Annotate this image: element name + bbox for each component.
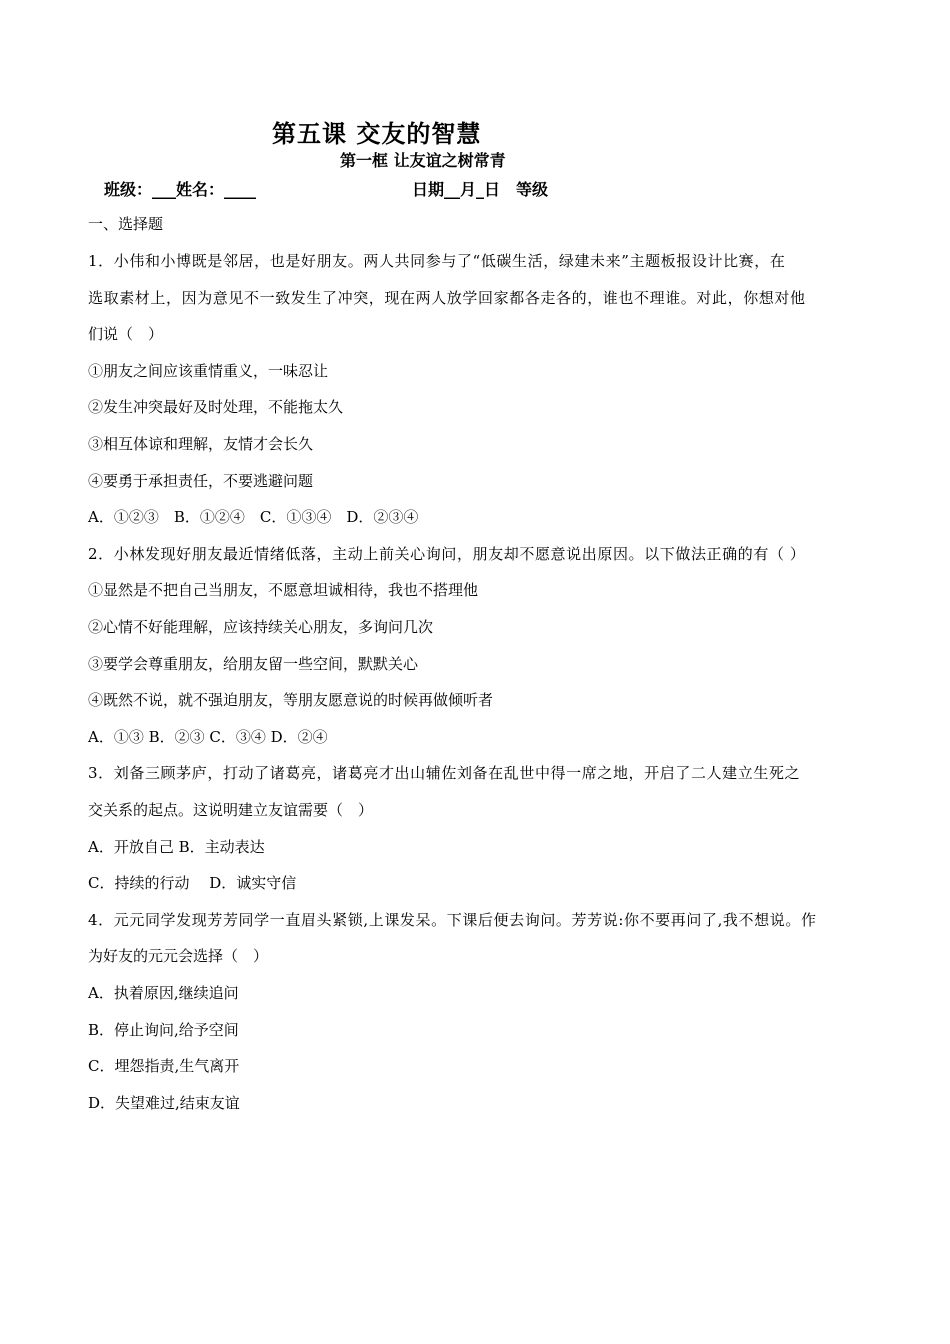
page-title: 第五课 交友的智慧 bbox=[272, 119, 482, 148]
class-name-field: 班级：___姓名：____ bbox=[104, 180, 257, 199]
document-line: A．①③ B．②③ C．③④ D．②④ bbox=[88, 727, 328, 746]
document-line: ④既然不说，就不强迫朋友，等朋友愿意说的时候再做倾听者 bbox=[88, 691, 494, 710]
document-line: 交关系的起点。这说明建立友谊需要（ ） bbox=[88, 801, 374, 819]
document-line: 3．刘备三顾茅庐，打动了诸葛亮，诸葛亮才出山辅佐刘备在乱世中得一席之地，开启了二人建立生死之 bbox=[88, 764, 801, 783]
document-line: 4．元元同学发现芳芳同学一直眉头紧锁,上课发呆。下课后便去询问。芳芳说:你不要再问了,我不想说。作 bbox=[88, 910, 817, 929]
page-subtitle: 第一框 让友谊之树常青 bbox=[340, 151, 506, 170]
document-line: 为好友的元元会选择（ ） bbox=[88, 947, 269, 966]
document-line: ③相互体谅和理解，友情才会长久 bbox=[88, 435, 314, 453]
document-line: 2．小林发现好朋友最近情绪低落，主动上前关心询问，朋友却不愿意说出原因。以下做法正确的有（ ） bbox=[88, 544, 806, 563]
document-line: A．开放自己 B．主动表达 bbox=[88, 837, 265, 856]
document-line: A．①②③ B．①②④ C．①③④ D．②③④ bbox=[88, 508, 419, 527]
document-line: D．失望难过,结束友谊 bbox=[88, 1093, 240, 1112]
document-line: A．执着原因,继续追问 bbox=[88, 984, 239, 1002]
document-line: ④要勇于承担责任，不要逃避问题 bbox=[88, 471, 314, 490]
document-line: ②心情不好能理解，应该持续关心朋友，多询问几次 bbox=[88, 618, 434, 636]
document-line: 选取素材上，因为意见不一致发生了冲突，现在两人放学回家都各走各的，谁也不理谁。对此，你想对他 bbox=[88, 288, 806, 307]
section-heading: 一、选择题 bbox=[88, 215, 164, 233]
document-line: ①显然是不把自己当朋友，不愿意坦诚相待，我也不搭理他 bbox=[88, 581, 479, 600]
document-line: ②发生冲突最好及时处理，不能拖太久 bbox=[88, 398, 344, 417]
document-line: ①朋友之间应该重情重义，一味忍让 bbox=[88, 361, 329, 380]
date-grade-field: 日期__月_日 等级 bbox=[412, 180, 549, 199]
document-line: ③要学会尊重朋友，给朋友留一些空间，默默关心 bbox=[88, 654, 419, 673]
document-line: C．埋怨指责,生气离开 bbox=[88, 1057, 240, 1076]
document-line: C．持续的行动 D．诚实守信 bbox=[88, 874, 297, 893]
document-line: B．停止询问,给予空间 bbox=[88, 1020, 239, 1039]
document-line: 们说（ ） bbox=[88, 325, 164, 344]
document-line: 1．小伟和小博既是邻居，也是好朋友。两人共同参与了“低碳生活，绿建未来”主题板报设计比赛，在 bbox=[88, 252, 786, 270]
